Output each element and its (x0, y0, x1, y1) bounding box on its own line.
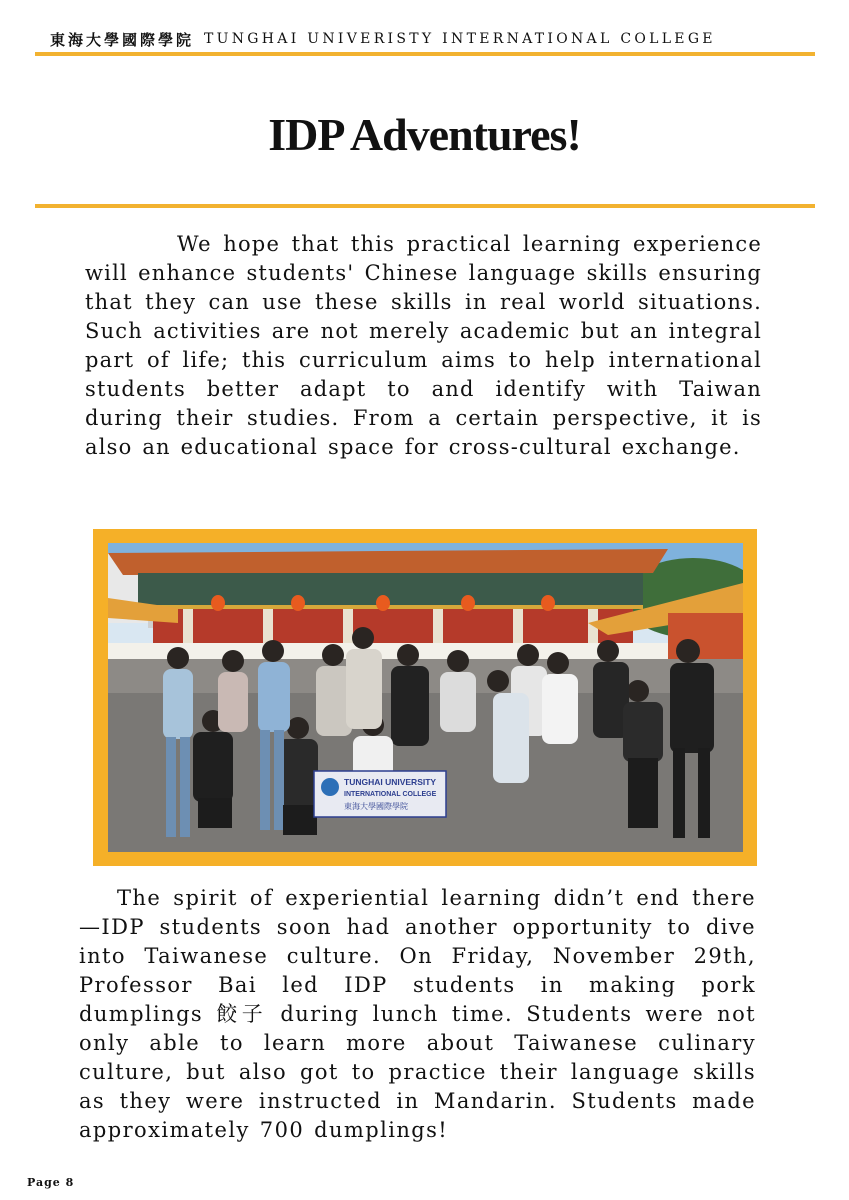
header-chinese-name: 東海大學國際學院 (50, 30, 195, 49)
group-photo-frame (93, 529, 757, 866)
banner-line-3: 東海大學國際學院 (344, 802, 408, 811)
title-divider (35, 204, 815, 208)
page-header (50, 27, 810, 51)
header-english-name: TUNGHAI UNIVERISTY INTERNATIONAL COLLEGE (204, 31, 716, 47)
page-number: Page 8 (27, 1176, 75, 1189)
header-divider (35, 52, 815, 56)
page-title: IDP Adventures! (268, 109, 581, 160)
banner-line-2: INTERNATIONAL COLLEGE (344, 791, 437, 798)
group-photo (108, 543, 743, 852)
intro-paragraph: We hope that this practical learning experience will enhance students' Chinese language skills ensuring that they can use these skills in real world situations. Such activities are not merely academic but an integral part of life; this curriculum aims to help international students better adapt to and identify with Taiwan during their studies. From a certain perspective, it is also an educational space for cross-cultural exchange. (85, 232, 762, 459)
banner-line-1: TUNGHAI UNIVERSITY (344, 777, 437, 787)
dumplings-paragraph: The spirit of experiential learning didn’t end there—IDP students soon had another opportunity to dive into Taiwanese culture. On Friday, November 29th, Professor Bai led IDP students in making pork dumplings 餃子 during lunch time. Students were not only able to learn more about Taiwanese culinary culture, but also got to practice their language skills as they were instructed in Mandarin. Students made approximately 700 dumplings! (79, 886, 756, 1142)
